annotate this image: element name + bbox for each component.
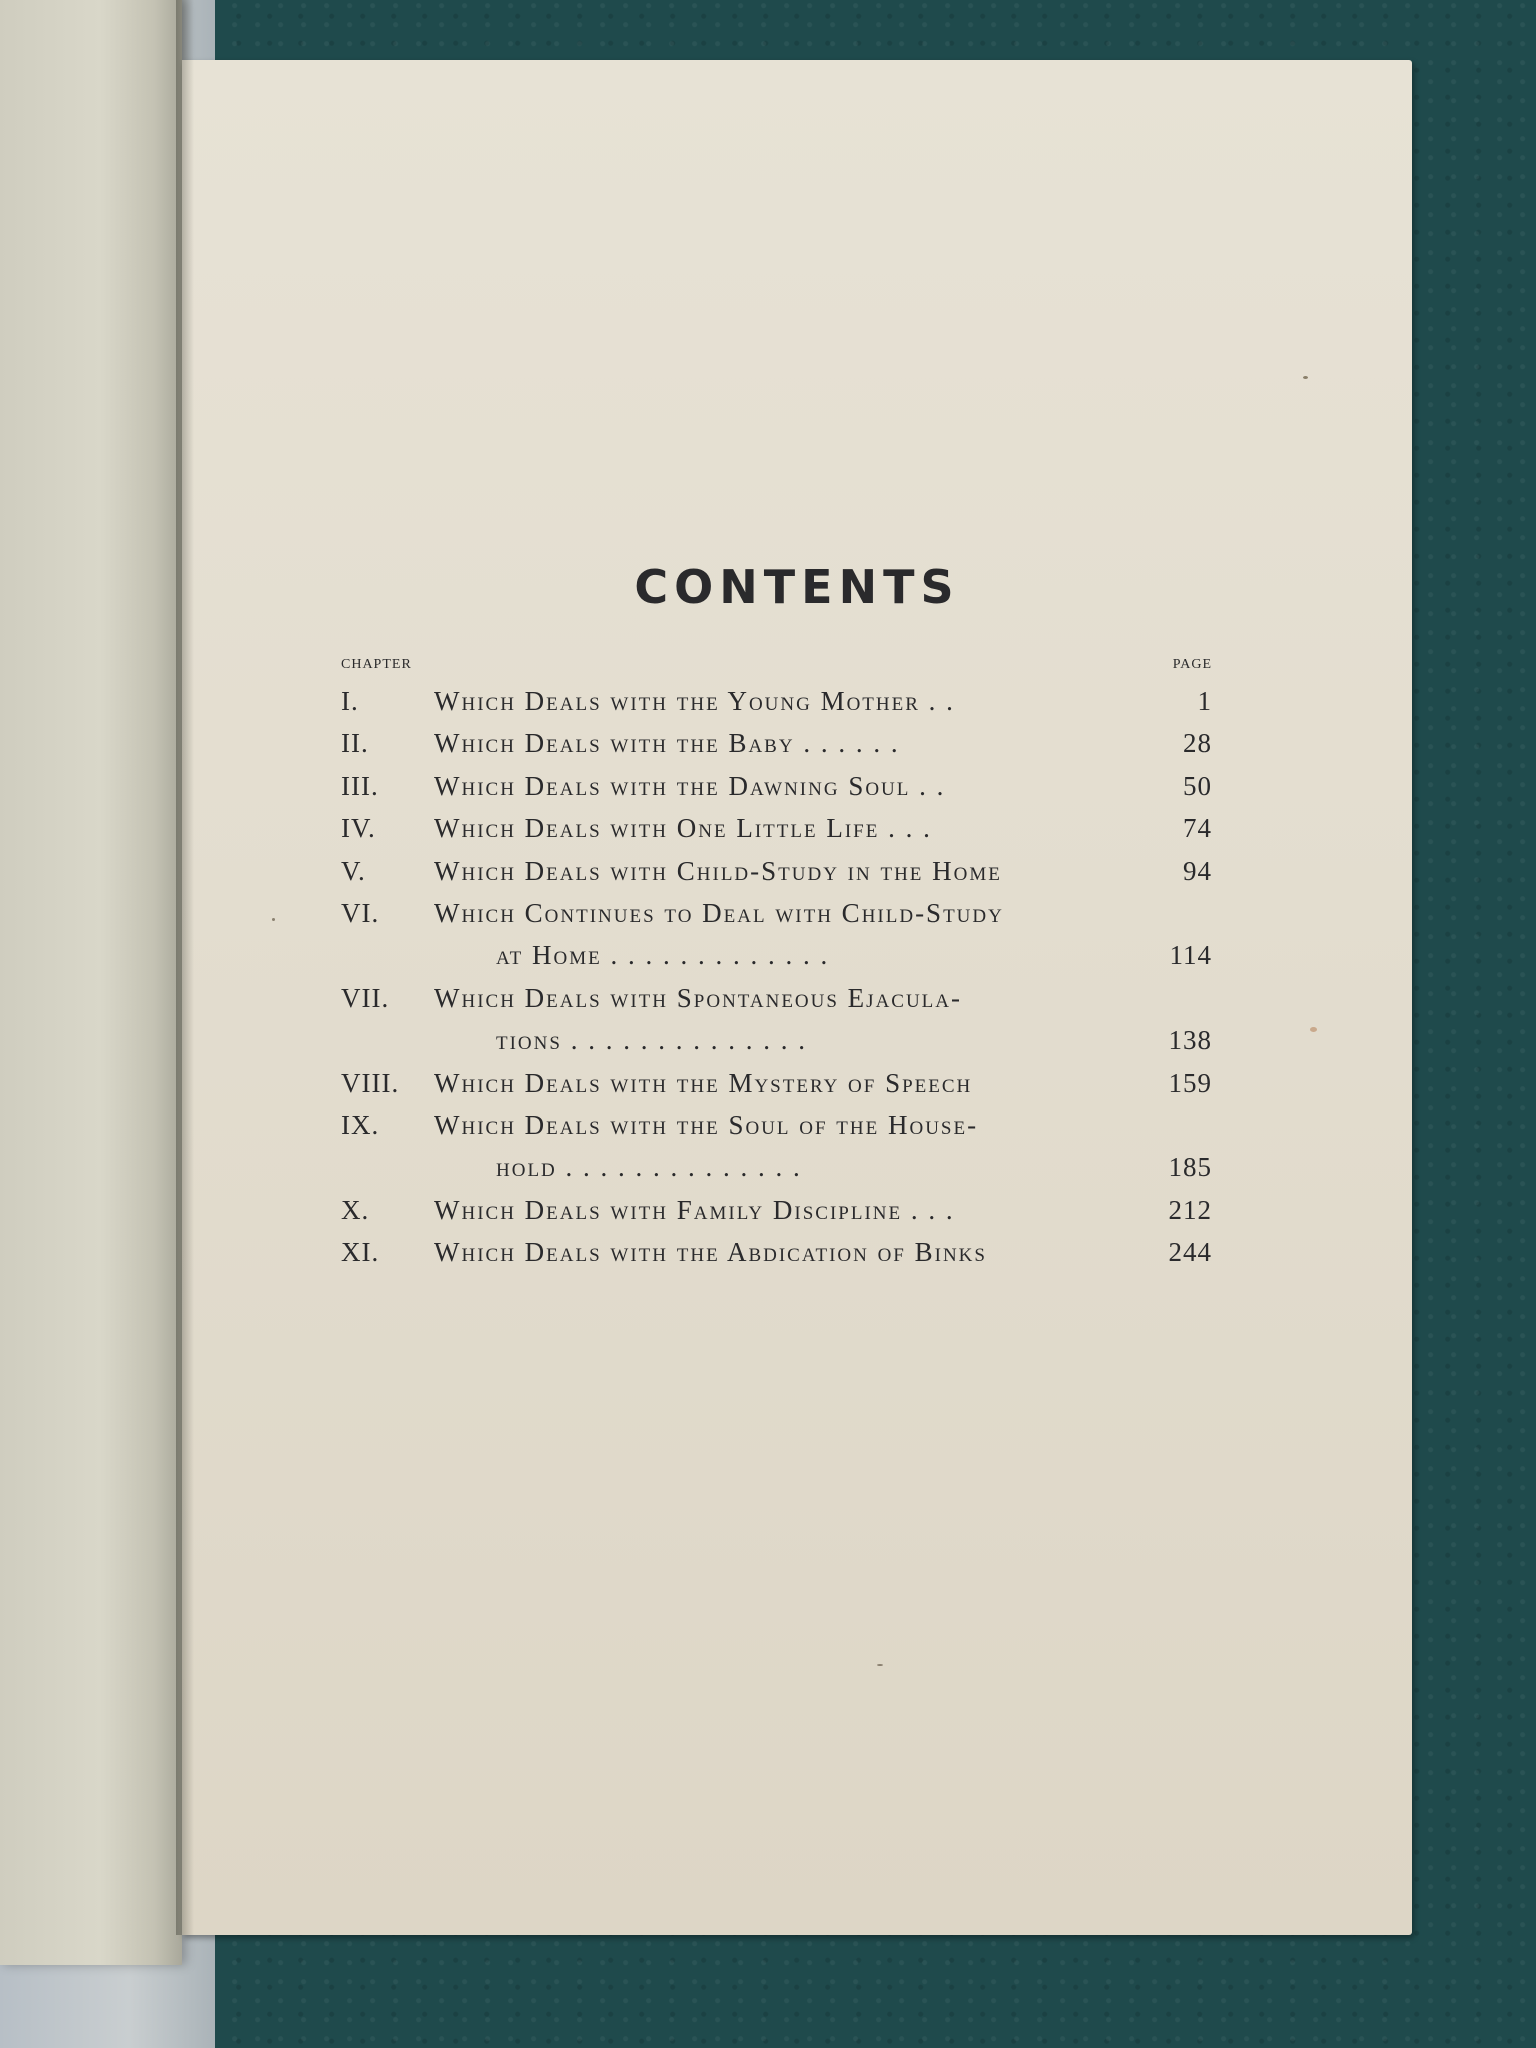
page-number: 94 <box>1183 855 1212 886</box>
chapter-number: V. <box>341 855 366 886</box>
chapter-number: X. <box>341 1194 370 1225</box>
toc-line <box>182 1189 1412 1231</box>
paper-speck <box>1310 1027 1317 1032</box>
left-page <box>0 0 182 1965</box>
chapter-number: III. <box>341 770 379 801</box>
chapter-number: IX. <box>341 1109 380 1140</box>
toc-line <box>182 977 1412 1019</box>
toc-line <box>182 1062 1412 1104</box>
page-column-heading: PAGE <box>1172 657 1212 672</box>
chapter-title: Which Deals with the Mystery of Speech <box>434 1067 973 1098</box>
page-number: 244 <box>1168 1237 1212 1268</box>
page-number: 114 <box>1169 940 1212 971</box>
chapter-title: Which Deals with the Abdication of Binks <box>434 1237 987 1268</box>
chapter-number: I. <box>341 686 359 716</box>
table-of-contents <box>182 680 1412 1273</box>
chapter-title: Which Deals with the Baby . . . . . . <box>434 728 900 759</box>
toc-line-continuation <box>182 934 1412 976</box>
chapter-number: VIII. <box>341 1067 400 1098</box>
chapter-column-heading: CHAPTER <box>341 657 412 672</box>
page-number: 74 <box>1183 813 1212 844</box>
toc-line <box>182 1231 1412 1273</box>
page-number: 138 <box>1168 1025 1212 1056</box>
toc-line <box>182 765 1412 807</box>
chapter-number: II. <box>341 728 369 759</box>
page-number: 212 <box>1168 1194 1212 1225</box>
chapter-title: Which Deals with Family Discipline . . . <box>434 1194 955 1225</box>
chapter-number: XI. <box>341 1237 380 1268</box>
contents-page <box>182 60 1412 1935</box>
page-number: 185 <box>1168 1152 1212 1183</box>
paper-speck <box>877 1664 883 1666</box>
page-number: 1 <box>1197 686 1212 716</box>
page-number: 50 <box>1183 770 1212 801</box>
chapter-title: Which Continues to Deal with Child-Study <box>434 897 1004 928</box>
spine-shadow <box>176 0 194 1935</box>
chapter-title: Which Deals with One Little Life . . . <box>434 813 932 844</box>
chapter-title: Which Deals with the Young Mother . . <box>434 686 955 716</box>
toc-line-continuation <box>182 1146 1412 1188</box>
chapter-title: Which Deals with Spontaneous Ejacula- <box>434 982 962 1013</box>
toc-line <box>182 850 1412 892</box>
chapter-title: Which Deals with the Dawning Soul . . <box>434 770 946 801</box>
toc-line-continuation <box>182 1019 1412 1061</box>
chapter-title-continuation: at Home . . . . . . . . . . . . . <box>496 940 830 971</box>
toc-line <box>182 1104 1412 1146</box>
toc-line <box>182 892 1412 934</box>
page-number: 159 <box>1168 1067 1212 1098</box>
toc-line <box>182 807 1412 849</box>
chapter-number: VII. <box>341 982 390 1013</box>
chapter-title: Which Deals with Child-Study in the Home <box>434 855 1002 886</box>
page-number: 28 <box>1183 728 1212 759</box>
paper-speck <box>272 918 275 921</box>
page-title: CONTENTS <box>634 560 960 614</box>
chapter-number: IV. <box>341 813 376 844</box>
toc-line <box>182 680 1412 722</box>
paper-speck <box>1303 376 1308 379</box>
chapter-title-continuation: tions . . . . . . . . . . . . . . <box>496 1025 807 1056</box>
chapter-number: VI. <box>341 897 380 928</box>
chapter-title: Which Deals with the Soul of the House- <box>434 1109 979 1140</box>
chapter-title-continuation: hold . . . . . . . . . . . . . . <box>496 1152 802 1183</box>
toc-line <box>182 722 1412 764</box>
